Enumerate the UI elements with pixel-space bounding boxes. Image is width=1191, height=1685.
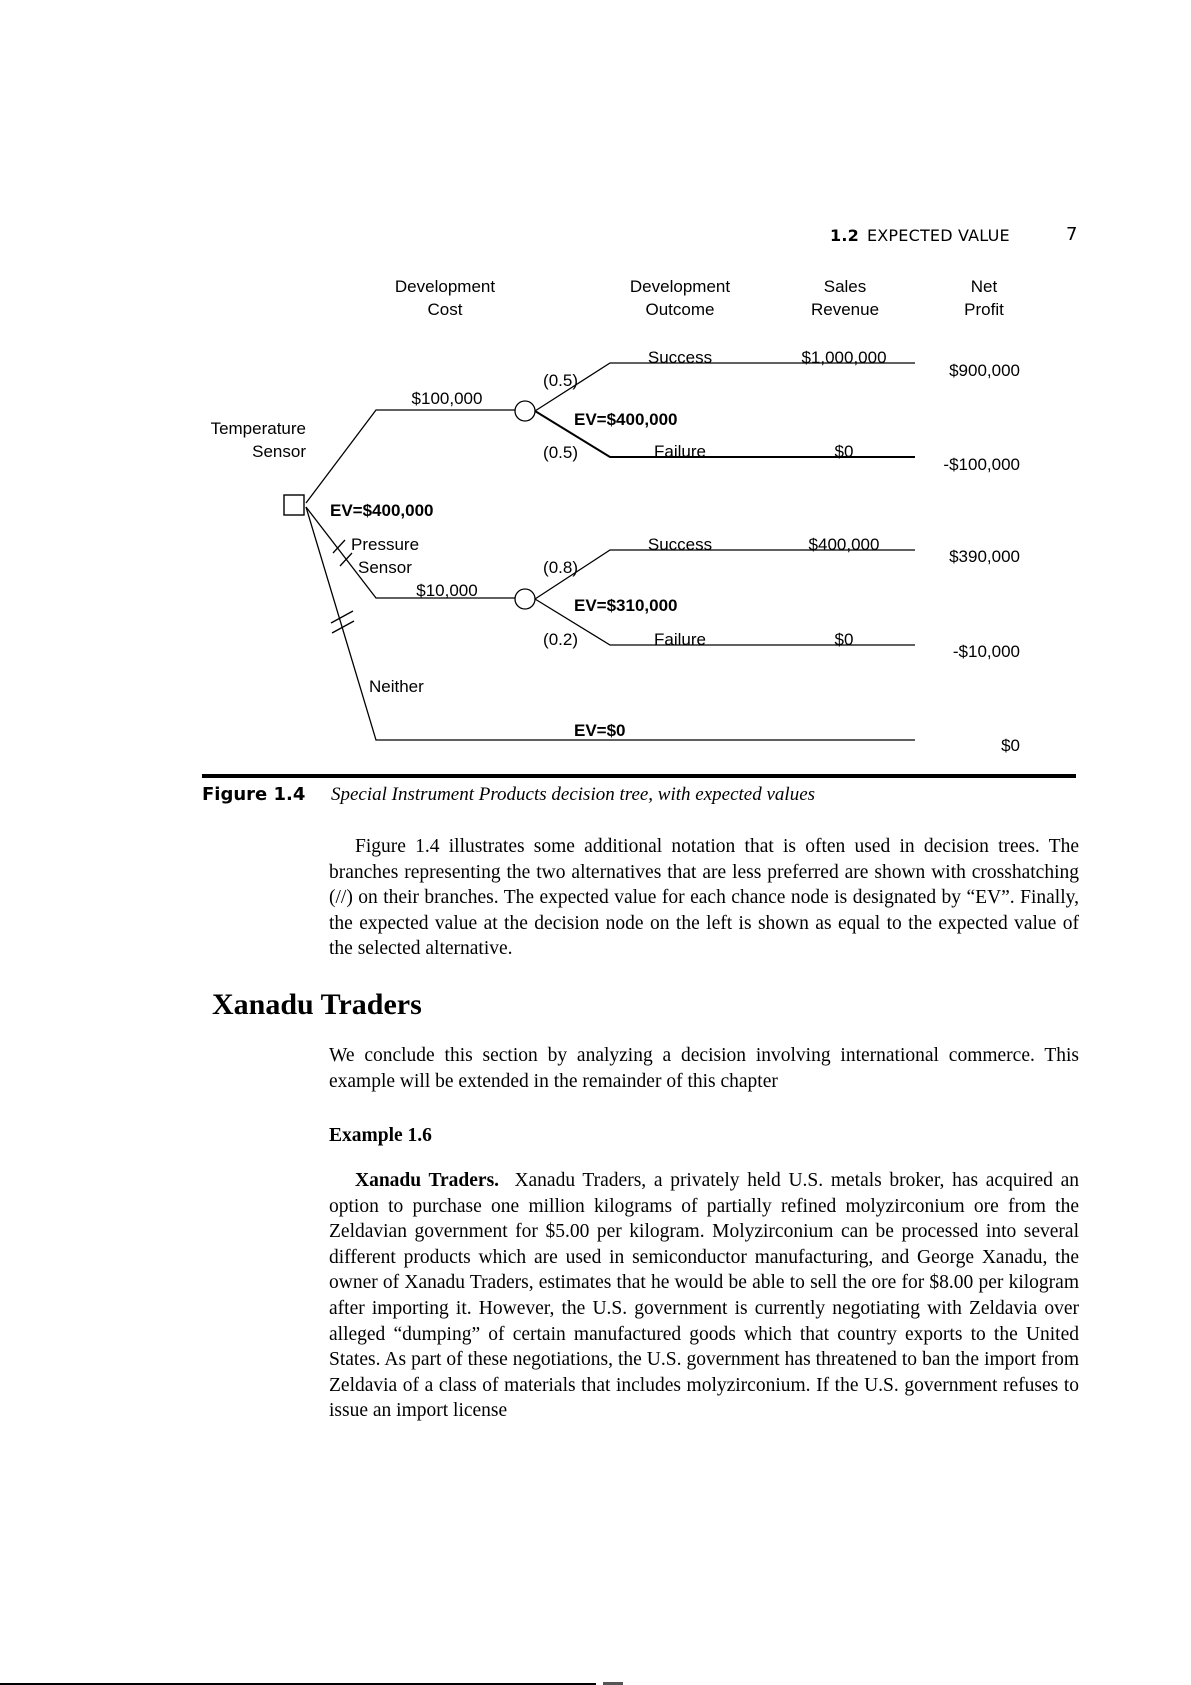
figure-caption: Special Instrument Products decision tree, with expected values <box>331 784 816 805</box>
example-text: Xanadu Traders, a privately held U.S. metals broker, has acquired an option to purchase one million kilograms of partially refined molyzirconium ore from the Zeldavian government for $5.00 per kilogram. Molyzirconium can be processed into several different products which are used in semiconductor manufacturing, and George Xanadu, the owner of Xanadu Traders, estimates that he would be able to sell the ore for $8.00 per kilogram after importing it. However, the U.S. government is currently negotiating with Zeldavia over alleged “dumping” of certain manufactured goods which that country exports to the United States. As part of these negotiations, the U.S. government has threatened to ban the import from Zeldavia of a class of materials that includes molyzirconium. If the U.S. government refuses to issue an import license <box>329 1170 1080 1422</box>
neither-ev: EV=$0 <box>574 721 626 740</box>
figure-label: Figure 1.4 <box>202 784 306 805</box>
chance-node-temperature <box>515 401 535 421</box>
alt-temperature-label-2: Sensor <box>252 442 306 461</box>
section-heading: Xanadu Traders <box>212 988 422 1021</box>
chance-node-temperature-ev: EV=$400,000 <box>574 410 678 429</box>
profit-pressure-success: $390,000 <box>949 547 1020 566</box>
example-paragraph <box>329 1168 1079 1424</box>
prob-temperature-failure: (0.5) <box>543 443 578 462</box>
body-paragraph-2: We conclude this section by analyzing a decision involving international commerce. This example will be extended in the remainder of this chapter <box>329 1045 1079 1092</box>
crosshatch-mark <box>331 611 353 623</box>
page-number: 7 <box>1066 224 1078 245</box>
outcome-pressure-failure: Failure <box>654 630 706 649</box>
example-lead: Xanadu Traders. <box>355 1170 500 1191</box>
figure-rule <box>202 774 1076 778</box>
prob-pressure-success: (0.8) <box>543 558 578 577</box>
branch-temperature-sensor <box>306 410 515 503</box>
branch-temperature-success <box>535 363 915 411</box>
outcome-pressure-success: Success <box>647 535 713 554</box>
crosshatch-mark <box>333 540 345 553</box>
alt-pressure-label-2: Sensor <box>358 558 412 577</box>
decision-tree-figure <box>0 0 1191 770</box>
revenue-temperature-success: $1,000,000 <box>801 348 887 367</box>
profit-temperature-success: $900,000 <box>949 361 1020 380</box>
header-development-cost-2: Cost <box>427 300 463 319</box>
example-heading: Example 1.6 <box>329 1125 432 1146</box>
revenue-pressure-failure: $0 <box>834 630 854 649</box>
outcome-temperature-failure: Failure <box>654 442 706 461</box>
chance-node-pressure <box>515 589 535 609</box>
prob-temperature-success: (0.5) <box>543 371 578 390</box>
alt-pressure-label-1: Pressure <box>351 535 420 554</box>
header-sales-revenue-1: Sales <box>823 277 867 296</box>
header-net-profit-2: Profit <box>964 300 1004 319</box>
alt-temperature-label-1: Temperature <box>210 419 306 438</box>
profit-pressure-failure: -$10,000 <box>952 642 1020 661</box>
column-headers <box>395 277 1004 319</box>
outcome-temperature-success: Success <box>647 348 713 367</box>
header-development-outcome-2: Outcome <box>645 300 715 319</box>
header-sales-revenue-2: Revenue <box>810 300 880 319</box>
header-development-outcome-1: Development <box>629 277 731 296</box>
branch-pressure-success <box>535 550 915 599</box>
header-net-profit-1: Net <box>970 277 998 296</box>
profit-temperature-failure: -$100,000 <box>943 455 1020 474</box>
revenue-pressure-success: $400,000 <box>808 535 880 554</box>
alt-temperature-cost: $100,000 <box>411 389 483 408</box>
prob-pressure-failure: (0.2) <box>543 630 578 649</box>
section-title: EXPECTED VALUE <box>866 226 1010 245</box>
section-number: 1.2 <box>830 226 859 245</box>
alt-pressure-cost: $10,000 <box>416 581 478 600</box>
decision-node-square <box>284 495 304 515</box>
body-paragraph-1: Figure 1.4 illustrates some additional notation that is often used in decision trees. The branches representing the two alternatives that are less preferred are shown with crosshatching (//) on their branches. The expected value for each chance node is designated by “EV”. Finally, the expected value at the decision node on the left is shown as equal to the expected value of the selected alternative. <box>329 836 1079 960</box>
chance-node-pressure-ev: EV=$310,000 <box>574 596 678 615</box>
alt-neither-label: Neither <box>369 677 424 696</box>
profit-neither: $0 <box>1001 736 1020 755</box>
revenue-temperature-failure: $0 <box>834 442 854 461</box>
header-development-cost-1: Development <box>394 277 496 296</box>
decision-node-ev: EV=$400,000 <box>330 501 434 520</box>
